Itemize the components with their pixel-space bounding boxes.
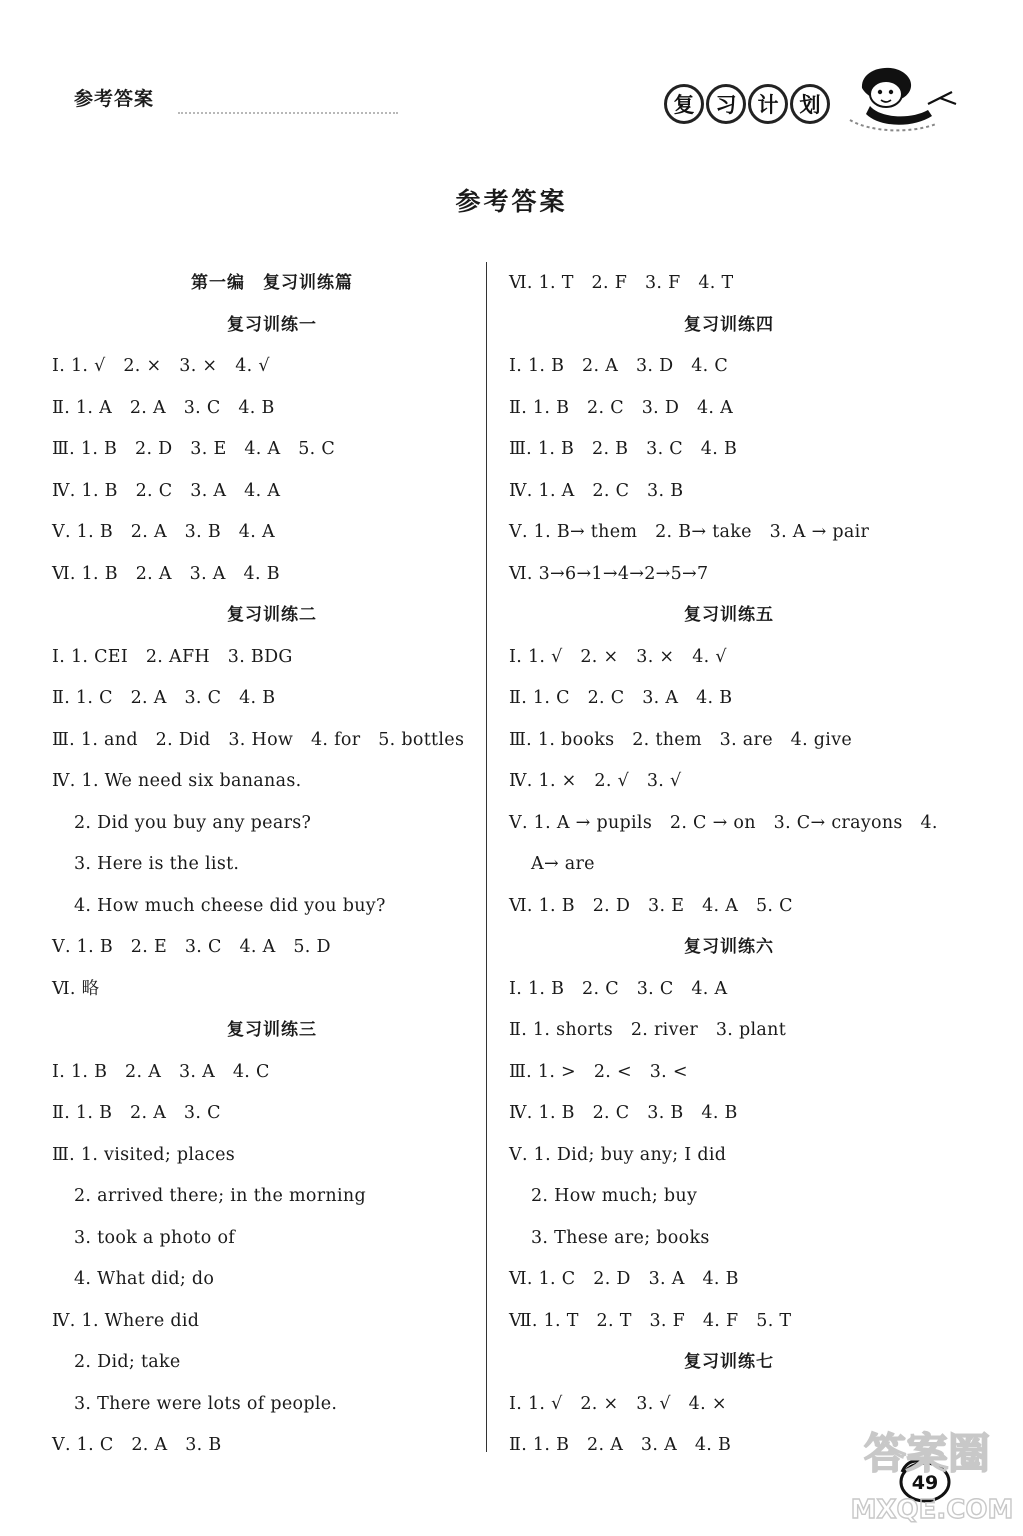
answer-line: 2. Did; take — [74, 1352, 181, 1372]
header-section-label: 参考答案 — [74, 88, 155, 110]
answer-line: Ⅴ. 1. C 2. A 3. B — [52, 1435, 222, 1455]
answer-line: Ⅰ. 1. B 2. A 3. A 4. C — [52, 1061, 270, 1082]
answer-line: Ⅳ. 1. B 2. C 3. B 4. B — [509, 1103, 738, 1123]
answer-line: Ⅰ. 1. B 2. C 3. C 4. A — [509, 978, 728, 999]
watermark-title: 答案圈 — [863, 1429, 991, 1478]
answer-line: Ⅲ. 1. B 2. D 3. E 4. A 5. C — [52, 439, 336, 459]
section-heading: 复习训练七 — [684, 1352, 774, 1372]
left-answer-column — [52, 263, 492, 1467]
answer-line: 4. What did; do — [74, 1269, 215, 1289]
answer-line: 3. Here is the list. — [74, 854, 240, 874]
answer-line: Ⅲ. 1. visited; places — [52, 1144, 236, 1165]
answer-line: Ⅱ. 1. C 2. C 3. A 4. B — [509, 688, 733, 708]
answer-line: Ⅵ. 略 — [52, 978, 100, 999]
watermark-url: MXQE.COM — [850, 1495, 1014, 1525]
answer-line: 3. There were lots of people. — [74, 1393, 338, 1414]
page-title: 参考答案 — [455, 187, 568, 216]
answer-line: Ⅶ. 1. T 2. T 3. F 4. F 5. T — [509, 1310, 792, 1331]
site-watermark — [832, 1410, 1022, 1530]
answer-line: 4. How much cheese did you buy? — [74, 895, 386, 916]
logo-char-badge — [790, 84, 830, 124]
answer-line: Ⅰ. 1. B 2. A 3. D 4. C — [509, 356, 729, 376]
section-heading: 复习训练六 — [684, 937, 774, 957]
answer-line: A→ are — [531, 854, 595, 874]
answer-line: Ⅴ. 1. A → pupils 2. C → on 3. C→ crayons 4. — [509, 812, 938, 833]
answer-line: 3. These are; books — [531, 1227, 710, 1248]
logo-char: 复 — [673, 93, 695, 117]
answer-line: Ⅱ. 1. B 2. A 3. A 4. B — [509, 1435, 732, 1455]
logo-char: 划 — [799, 93, 821, 117]
review-plan-logo — [664, 58, 964, 138]
answer-line: Ⅳ. 1. We need six bananas. — [52, 771, 302, 791]
answer-line: 2. arrived there; in the morning — [74, 1186, 366, 1206]
answer-line: Ⅵ. 3→6→1→4→2→5→7 — [509, 563, 709, 584]
section-heading: 复习训练一 — [227, 314, 317, 335]
answer-line: Ⅱ. 1. C 2. A 3. C 4. B — [52, 688, 276, 708]
answer-line: Ⅰ. 1. √ 2. × 3. √ 4. × — [509, 1393, 727, 1414]
answer-line: Ⅱ. 1. B 2. A 3. C — [52, 1103, 221, 1123]
cartoon-girl-icon — [840, 58, 960, 138]
answer-line: Ⅱ. 1. A 2. A 3. C 4. B — [52, 397, 275, 418]
right-answer-column — [509, 263, 949, 1467]
section-heading: 复习训练二 — [227, 605, 317, 625]
answer-line: Ⅰ. 1. √ 2. × 3. × 4. √ — [509, 646, 727, 667]
answer-line: 2. How much; buy — [531, 1186, 698, 1206]
answer-line: Ⅵ. 1. B 2. D 3. E 4. A 5. C — [509, 895, 793, 916]
answer-line: Ⅳ. 1. A 2. C 3. B — [509, 480, 684, 501]
section-heading: 复习训练五 — [684, 605, 774, 625]
answer-line: Ⅲ. 1. > 2. < 3. < — [509, 1061, 688, 1082]
answer-line: Ⅲ. 1. and 2. Did 3. How 4. for 5. bottles — [52, 729, 465, 750]
logo-char: 计 — [757, 93, 779, 117]
logo-char-badge — [664, 84, 704, 124]
answer-line: Ⅰ. 1. CEI 2. AFH 3. BDG — [52, 646, 293, 667]
answer-line: Ⅴ. 1. B 2. E 3. C 4. A 5. D — [52, 937, 331, 957]
logo-char-badge — [706, 84, 746, 124]
answer-line: Ⅰ. 1. √ 2. × 3. × 4. √ — [52, 356, 270, 376]
section-heading: 复习训练三 — [227, 1020, 317, 1040]
answer-line: Ⅴ. 1. Did; buy any; I did — [509, 1144, 727, 1165]
answer-line: Ⅵ. 1. B 2. A 3. A 4. B — [52, 563, 280, 584]
answer-line: Ⅱ. 1. shorts 2. river 3. plant — [509, 1020, 787, 1040]
answer-line: 2. Did you buy any pears? — [74, 812, 312, 833]
section-heading: 第一编 复习训练篇 — [191, 273, 353, 293]
answer-line: Ⅵ. 1. T 2. F 3. F 4. T — [509, 273, 734, 293]
page-number: 49 — [911, 1472, 939, 1494]
answer-line: Ⅴ. 1. B 2. A 3. B 4. A — [52, 522, 275, 542]
answer-line: Ⅳ. 1. × 2. √ 3. √ — [509, 771, 682, 791]
answer-line: Ⅳ. 1. Where did — [52, 1310, 200, 1331]
answer-line: 3. took a photo of — [74, 1227, 236, 1248]
column-divider — [486, 262, 487, 1452]
section-heading: 复习训练四 — [684, 314, 774, 335]
answer-line: Ⅲ. 1. books 2. them 3. are 4. give — [509, 729, 853, 750]
answer-line: Ⅳ. 1. B 2. C 3. A 4. A — [52, 480, 281, 501]
answer-line: Ⅲ. 1. B 2. B 3. C 4. B — [509, 439, 738, 459]
answer-line: Ⅵ. 1. C 2. D 3. A 4. B — [509, 1269, 739, 1289]
header-dotted-rule — [178, 112, 398, 114]
answer-line: Ⅱ. 1. B 2. C 3. D 4. A — [509, 397, 734, 418]
answer-line: Ⅴ. 1. B→ them 2. B→ take 3. A → pair — [509, 522, 870, 542]
logo-char: 习 — [715, 93, 737, 117]
logo-char-badge — [748, 84, 788, 124]
